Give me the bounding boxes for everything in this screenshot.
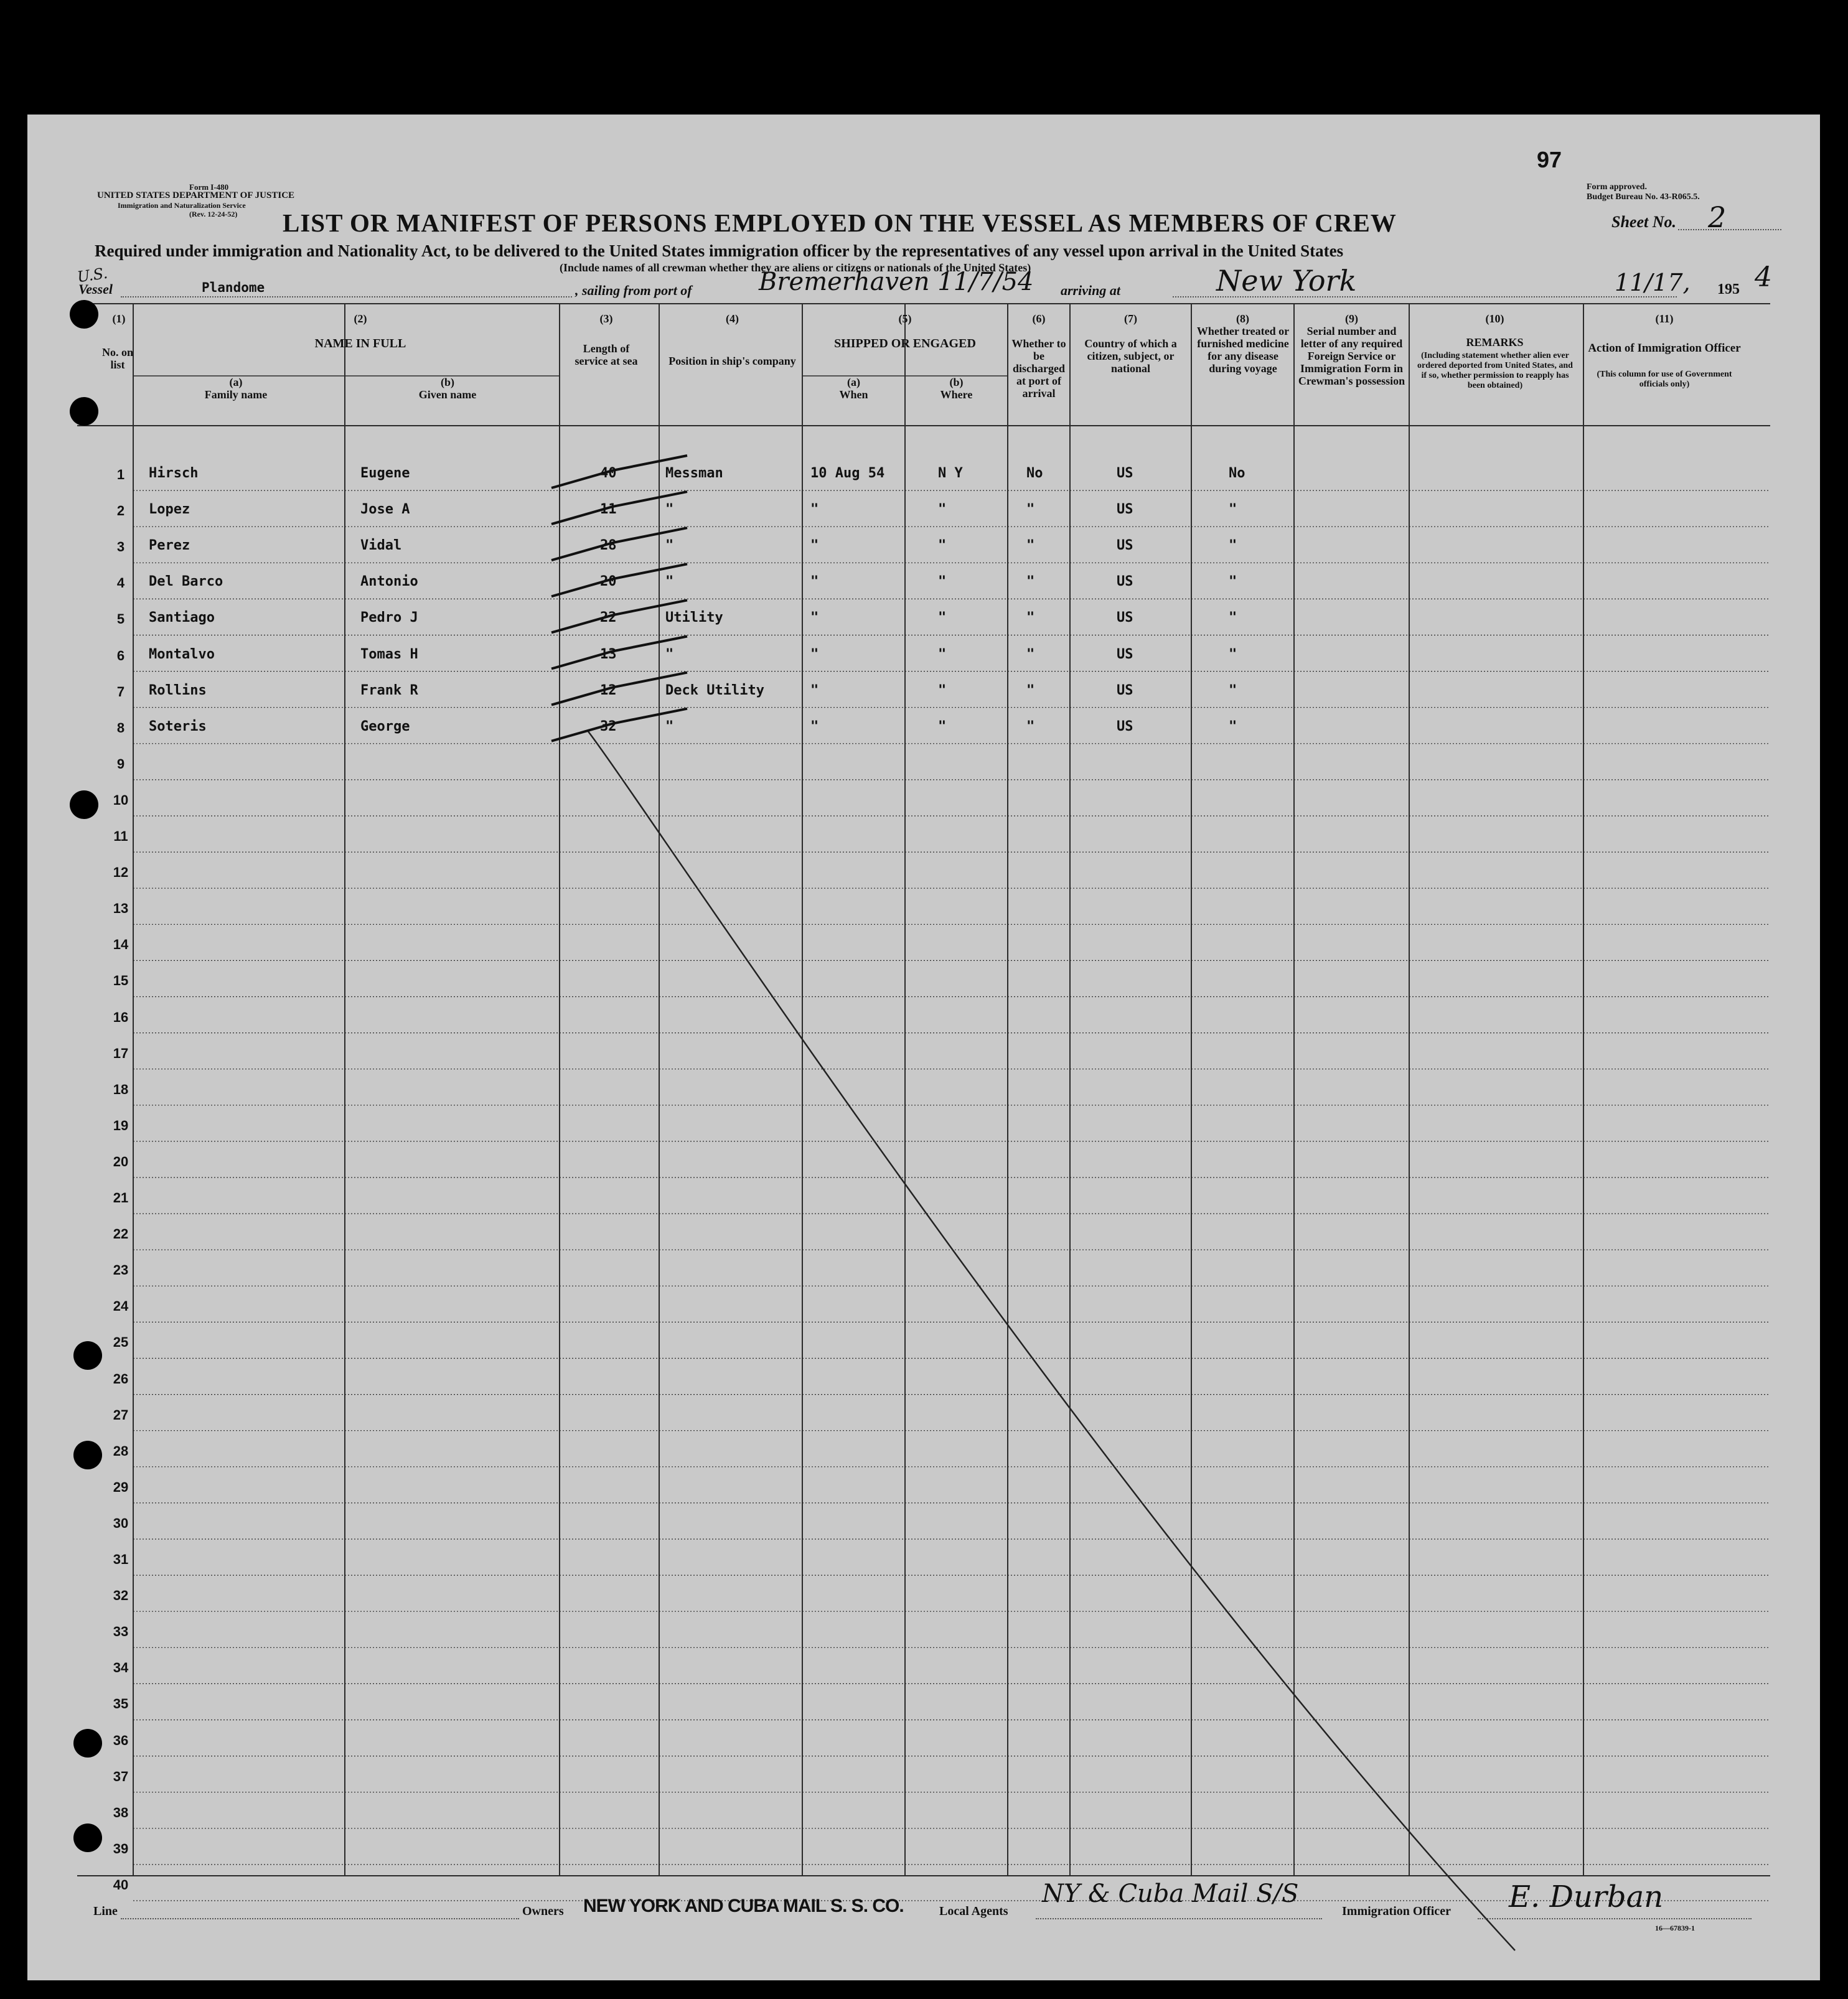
crew-given: Antonio bbox=[360, 574, 418, 590]
row-number: 26 bbox=[113, 1370, 129, 1387]
page-number: 97 bbox=[1537, 147, 1562, 172]
agents-label: Local Agents bbox=[939, 1904, 1008, 1918]
crew-given: Frank R bbox=[360, 682, 418, 698]
col3-label: Length of service at sea bbox=[575, 342, 638, 367]
crew-treated: " bbox=[1229, 718, 1237, 734]
crew-service: 32 bbox=[600, 718, 617, 734]
crew-discharged: No bbox=[1026, 466, 1043, 481]
owners-label: Owners bbox=[522, 1904, 564, 1918]
crew-country: US bbox=[1117, 610, 1133, 626]
col2-num: (2) bbox=[354, 312, 367, 325]
crew-when: 10 Aug 54 bbox=[810, 466, 885, 481]
row-number: 11 bbox=[113, 828, 128, 844]
col6-num: (6) bbox=[1032, 312, 1046, 325]
binder-hole bbox=[73, 1341, 102, 1370]
col10-label: REMARKS bbox=[1466, 336, 1524, 349]
footer-line-label: Line bbox=[93, 1904, 118, 1918]
crew-country: US bbox=[1117, 574, 1133, 590]
col8-label: Whether treated or furnished medicine for any disease during voyage bbox=[1196, 325, 1290, 375]
row-number: 6 bbox=[116, 647, 125, 663]
officer-label: Immigration Officer bbox=[1342, 1904, 1451, 1918]
crew-given: Jose A bbox=[360, 502, 410, 518]
col10-num: (10) bbox=[1485, 312, 1504, 325]
crew-when: " bbox=[810, 718, 819, 734]
col5a-label: When bbox=[839, 388, 868, 401]
crew-where: " bbox=[938, 574, 947, 590]
crew-family: Lopez bbox=[149, 502, 190, 518]
binder-hole bbox=[73, 1729, 102, 1758]
row-number: 32 bbox=[113, 1588, 129, 1604]
crew-service: 20 bbox=[600, 574, 617, 590]
col1-num: (1) bbox=[112, 312, 126, 325]
crew-where: " bbox=[938, 502, 947, 518]
col9-label: Serial number and letter of any required Foreign Service or Immigration Form in Crewman's possession bbox=[1298, 325, 1405, 387]
crew-family: Santiago bbox=[149, 610, 215, 626]
crew-given: Pedro J bbox=[360, 610, 418, 626]
crew-discharged: " bbox=[1026, 682, 1035, 698]
arriving-label: arriving at bbox=[1061, 283, 1120, 298]
col11-label: Action of Immigration Officer bbox=[1588, 342, 1741, 355]
crew-given: George bbox=[360, 718, 410, 734]
col6-label: Whether to be discharged at port of arrival bbox=[1011, 337, 1066, 400]
crew-family: Soteris bbox=[149, 718, 207, 734]
row-number: 28 bbox=[113, 1443, 129, 1459]
page-title: LIST OR MANIFEST OF PERSONS EMPLOYED ON THE VESSEL AS MEMBERS OF CREW bbox=[283, 208, 1397, 237]
crew-family: Rollins bbox=[149, 682, 207, 698]
crew-when: " bbox=[810, 502, 819, 518]
row-number: 33 bbox=[113, 1624, 129, 1640]
crew-position: Messman bbox=[665, 466, 723, 481]
row-number: 39 bbox=[113, 1840, 129, 1856]
col5b-label: Where bbox=[940, 388, 973, 401]
vessel-name: Plandome bbox=[202, 280, 265, 295]
crew-country: US bbox=[1117, 646, 1133, 662]
officer-underline bbox=[1478, 1918, 1752, 1919]
form-approved: Form approved. bbox=[1587, 182, 1647, 192]
crew-treated: " bbox=[1229, 610, 1237, 626]
crew-where: N Y bbox=[938, 466, 963, 481]
crew-family: Montalvo bbox=[149, 646, 215, 662]
row-number: 7 bbox=[116, 683, 125, 700]
crew-given: Vidal bbox=[360, 538, 402, 554]
owners-value: NEW YORK AND CUBA MAIL S. S. CO. bbox=[583, 1896, 904, 1916]
crew-discharged: " bbox=[1026, 574, 1035, 590]
department: UNITED STATES DEPARTMENT OF JUSTICE bbox=[97, 190, 295, 200]
row-number: 35 bbox=[113, 1696, 129, 1712]
crew-service: 12 bbox=[600, 682, 617, 698]
sailing-port: Bremerhaven 11/7/54 bbox=[759, 268, 1034, 296]
crew-position: " bbox=[665, 502, 674, 518]
col11-sub: (This column for use of Government officials only) bbox=[1597, 370, 1732, 389]
crew-treated: " bbox=[1229, 574, 1237, 590]
agents-underline bbox=[1036, 1918, 1322, 1919]
revision: (Rev. 12-24-52) bbox=[189, 210, 238, 218]
row-number: 2 bbox=[116, 503, 125, 519]
row-number: 3 bbox=[116, 539, 125, 555]
crew-where: " bbox=[938, 682, 947, 698]
row-number: 30 bbox=[113, 1515, 129, 1531]
row-number: 9 bbox=[116, 756, 125, 772]
row-number: 37 bbox=[113, 1768, 129, 1784]
cancel-stroke bbox=[588, 731, 1515, 1950]
crew-given: Eugene bbox=[360, 466, 410, 481]
row-number: 36 bbox=[113, 1732, 129, 1748]
year-handwritten: 4 bbox=[1755, 261, 1772, 293]
col1-label: No. on list bbox=[101, 346, 133, 371]
col5b-num: (b) bbox=[949, 376, 964, 388]
binder-hole bbox=[70, 397, 98, 426]
crew-country: US bbox=[1117, 466, 1133, 481]
col7-label: Country of which a citizen, subject, or national bbox=[1084, 337, 1177, 375]
crew-service: 28 bbox=[600, 538, 617, 554]
row-number: 38 bbox=[113, 1804, 129, 1820]
row-number: 12 bbox=[113, 864, 129, 881]
crew-where: " bbox=[938, 718, 947, 734]
crew-given: Tomas H bbox=[360, 646, 418, 662]
agents-value: NY & Cuba Mail S/S bbox=[1042, 1880, 1299, 1908]
crew-when: " bbox=[810, 682, 819, 698]
crew-family: Hirsch bbox=[149, 466, 199, 481]
crew-country: US bbox=[1117, 682, 1133, 698]
year-printed: 195 bbox=[1717, 281, 1740, 297]
col5a-num: (a) bbox=[847, 376, 860, 388]
manifest-sheet bbox=[27, 115, 1820, 1980]
binder-hole bbox=[73, 1441, 102, 1469]
col8-num: (8) bbox=[1236, 312, 1249, 325]
col2b-num: (b) bbox=[441, 376, 454, 388]
binder-hole bbox=[70, 300, 98, 329]
officer-signature: E. Durban bbox=[1509, 1880, 1664, 1914]
vessel-label: Vessel bbox=[78, 281, 113, 297]
crew-position: Deck Utility bbox=[665, 682, 764, 698]
crew-service: 13 bbox=[600, 646, 617, 662]
crew-discharged: " bbox=[1026, 538, 1035, 554]
crew-discharged: " bbox=[1026, 718, 1035, 734]
crew-discharged: " bbox=[1026, 610, 1035, 626]
col4-label: Position in ship's company bbox=[668, 355, 796, 367]
row-number: 15 bbox=[113, 973, 129, 989]
col10-sub: (Including statement whether alien ever ordered deported from United States, and if so, whether permission to reapply has been obtained) bbox=[1417, 351, 1573, 390]
crew-position: " bbox=[665, 538, 674, 554]
crew-when: " bbox=[810, 610, 819, 626]
col3-num: (3) bbox=[599, 312, 613, 325]
arriving-port: New York bbox=[1216, 264, 1357, 297]
row-number: 4 bbox=[116, 575, 125, 591]
crew-where: " bbox=[938, 610, 947, 626]
row-number: 18 bbox=[113, 1081, 129, 1097]
crew-family: Perez bbox=[149, 538, 190, 554]
crew-service: 22 bbox=[600, 610, 617, 626]
footer-line-underline bbox=[121, 1918, 519, 1919]
row-number: 40 bbox=[113, 1876, 129, 1893]
us-prefix: U.S. bbox=[76, 264, 109, 286]
row-number: 34 bbox=[113, 1660, 129, 1676]
row-number: 21 bbox=[113, 1190, 129, 1205]
col2a-num: (a) bbox=[229, 376, 243, 388]
col11-num: (11) bbox=[1655, 312, 1674, 325]
row-number: 23 bbox=[113, 1262, 129, 1278]
crew-treated: " bbox=[1229, 502, 1237, 518]
crew-family: Del Barco bbox=[149, 574, 223, 590]
crew-where: " bbox=[938, 646, 947, 662]
sheet-number: 2 bbox=[1708, 200, 1727, 234]
crew-note: (Include names of all crewman whether they are aliens or citizens or nationals of the United States) bbox=[560, 261, 1031, 274]
col2b-label: Given name bbox=[418, 388, 477, 401]
col5-num: (5) bbox=[898, 312, 912, 325]
row-number: 31 bbox=[113, 1552, 129, 1567]
col2-label: NAME IN FULL bbox=[314, 337, 406, 350]
print-code: 16—67839-1 bbox=[1655, 1924, 1695, 1932]
col2a-label: Family name bbox=[204, 388, 268, 401]
crew-discharged: " bbox=[1026, 502, 1035, 518]
row-number: 13 bbox=[113, 901, 129, 917]
form-id: Form I-480 bbox=[189, 182, 229, 192]
crew-country: US bbox=[1117, 538, 1133, 554]
col4-num: (4) bbox=[726, 312, 739, 325]
row-number: 1 bbox=[116, 467, 125, 482]
subtitle: Required under immigration and Nationality Act, to be delivered to the United States immigration officer by the representatives of any vessel upon arrival in the United States bbox=[95, 241, 1344, 260]
crew-service: 11 bbox=[600, 502, 617, 518]
row-number: 25 bbox=[113, 1334, 129, 1351]
col9-num: (9) bbox=[1345, 312, 1358, 325]
col7-num: (7) bbox=[1124, 312, 1137, 325]
row-number: 27 bbox=[113, 1407, 129, 1423]
crew-treated: " bbox=[1229, 646, 1237, 662]
crew-treated: " bbox=[1229, 538, 1237, 554]
crew-service: 40 bbox=[600, 466, 617, 481]
crew-where: " bbox=[938, 538, 947, 554]
crew-when: " bbox=[810, 538, 819, 554]
arrival-date: 11/17, bbox=[1615, 269, 1691, 296]
row-number: 14 bbox=[113, 937, 129, 953]
crew-treated: No bbox=[1229, 466, 1245, 481]
row-number: 10 bbox=[113, 792, 129, 808]
service: Immigration and Naturalization Service bbox=[118, 201, 246, 210]
sailing-label: , sailing from port of bbox=[575, 283, 692, 298]
row-number: 8 bbox=[116, 719, 125, 736]
row-number: 29 bbox=[113, 1479, 129, 1495]
crew-position: " bbox=[665, 646, 674, 662]
binder-hole bbox=[70, 790, 98, 819]
crew-when: " bbox=[810, 646, 819, 662]
crew-when: " bbox=[810, 574, 819, 590]
crew-position: " bbox=[665, 718, 674, 734]
crew-treated: " bbox=[1229, 682, 1237, 698]
crew-country: US bbox=[1117, 718, 1133, 734]
row-number: 22 bbox=[113, 1226, 129, 1242]
binder-hole bbox=[73, 1823, 102, 1852]
crew-position: Utility bbox=[665, 610, 723, 626]
budget-number: Budget Bureau No. 43-R065.5. bbox=[1587, 192, 1700, 202]
row-number: 19 bbox=[113, 1117, 129, 1133]
row-number: 17 bbox=[113, 1045, 129, 1061]
row-number: 5 bbox=[116, 611, 125, 627]
row-number: 24 bbox=[113, 1298, 129, 1314]
col5-label: SHIPPED OR ENGAGED bbox=[834, 337, 976, 350]
crew-country: US bbox=[1117, 502, 1133, 518]
sheet-label: Sheet No. bbox=[1611, 213, 1676, 231]
crew-discharged: " bbox=[1026, 646, 1035, 662]
row-number: 16 bbox=[113, 1009, 129, 1025]
crew-position: " bbox=[665, 574, 674, 590]
row-number: 20 bbox=[113, 1153, 129, 1169]
